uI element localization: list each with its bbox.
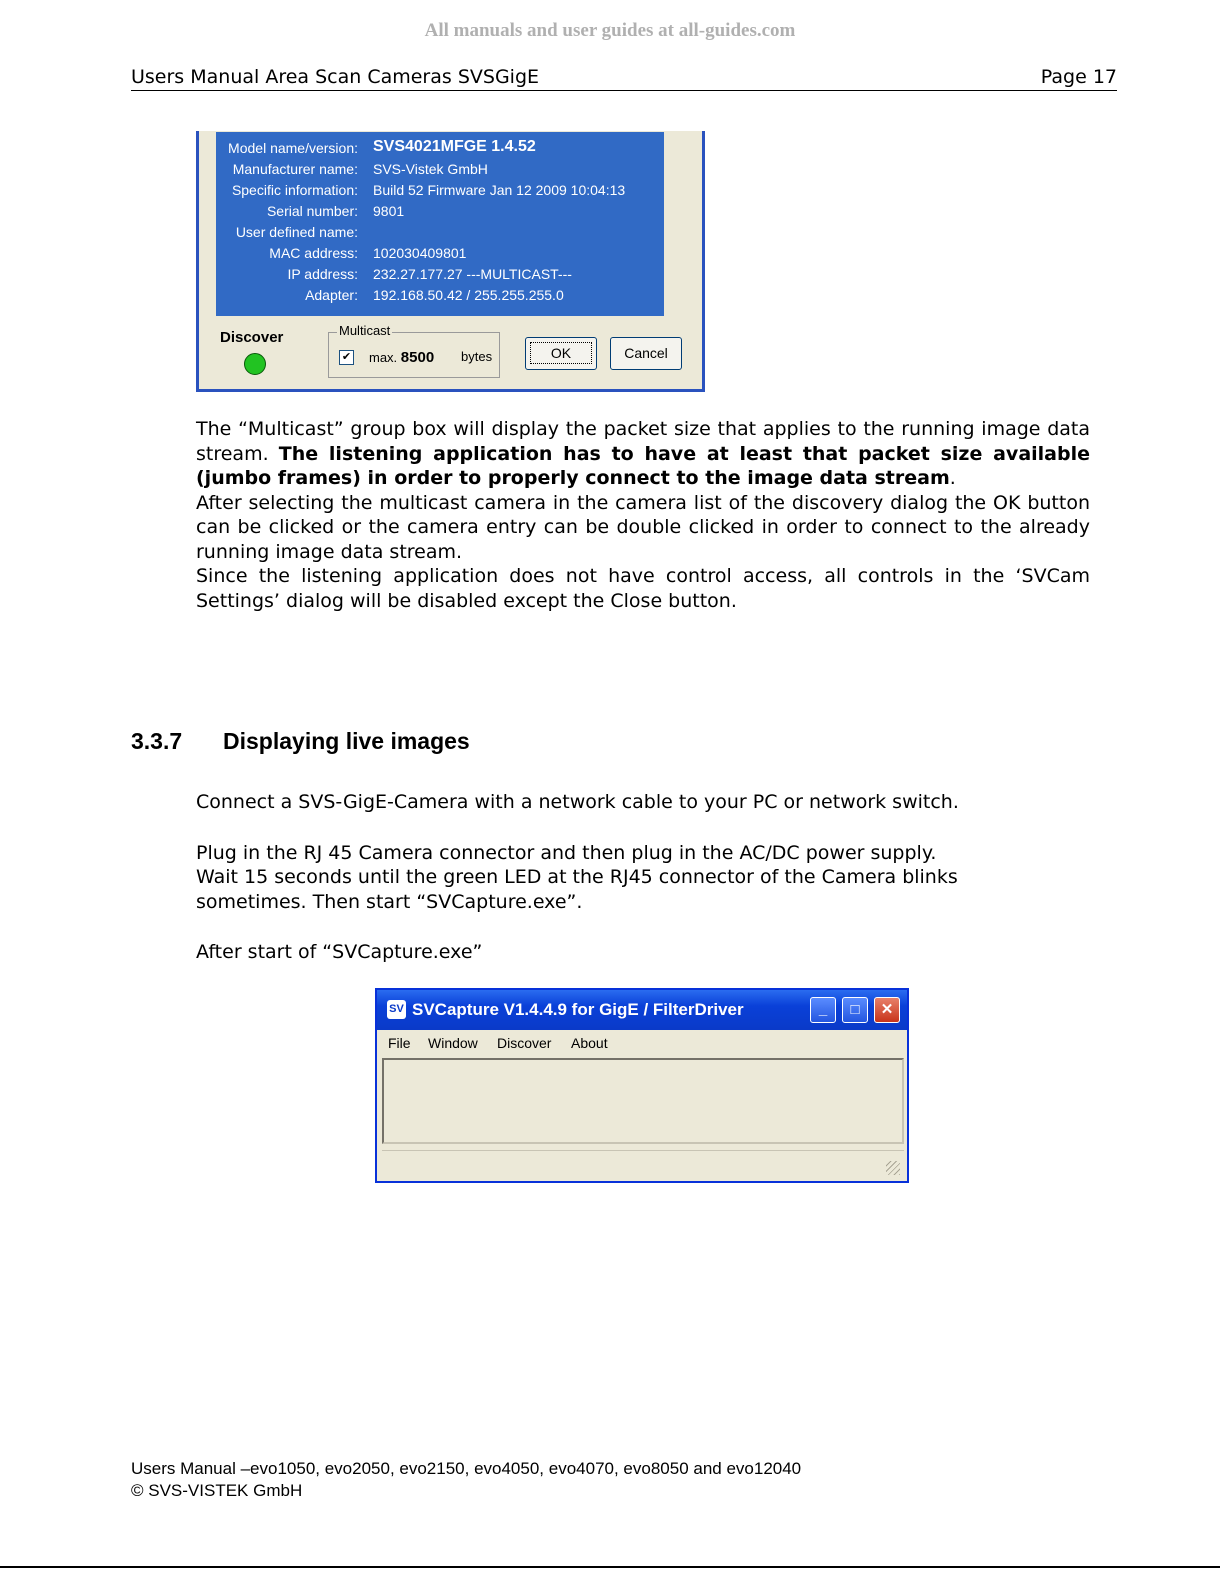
discover-label: Discover: [220, 329, 284, 346]
paragraph-multicast: [196, 417, 1090, 613]
multicast-group-title: Multicast: [339, 323, 391, 338]
info-value: 192.168.50.42 / 255.255.255.0: [373, 287, 564, 303]
info-value: 102030409801: [373, 245, 467, 261]
info-value: 232.27.177.27 ---MULTICAST---: [373, 266, 572, 282]
max-packet-size: [369, 349, 434, 366]
resize-grip-icon[interactable]: [886, 1161, 900, 1175]
bytes-label: bytes: [461, 349, 493, 364]
info-label: Model name/version:: [228, 140, 358, 156]
info-label: Manufacturer name:: [232, 161, 358, 177]
info-row-serial: [216, 203, 664, 224]
info-label: Adapter:: [305, 287, 358, 303]
text-connect: Connect a SVS-GigE-Camera with a network cable to your PC or network switch.: [196, 791, 959, 813]
info-label: MAC address:: [269, 245, 358, 261]
info-row-manufacturer: [216, 161, 664, 182]
info-value: SVS-Vistek GmbH: [373, 161, 488, 177]
footer-line-2: © SVS-VISTEK GmbH: [131, 1481, 303, 1500]
paragraph-since-listening: Since the listening application does not have control access, all controls in the ‘SVCam Settings’ dialog will be disabled except the Close button.: [196, 565, 1090, 612]
ok-button[interactable]: [525, 337, 597, 370]
close-button[interactable]: ✕: [874, 997, 900, 1023]
cancel-button-label: Cancel: [624, 345, 668, 361]
page-number: Page 17: [1040, 66, 1117, 88]
info-label: IP address:: [287, 266, 358, 282]
info-value: 9801: [373, 203, 405, 219]
info-row-user-name: [216, 224, 664, 245]
text-plug: Plug in the RJ 45 Camera connector and then plug in the AC/DC power supply.: [196, 842, 937, 864]
multicast-group: [328, 323, 500, 378]
menu-window[interactable]: Window: [428, 1035, 478, 1051]
max-value: 8500: [400, 349, 435, 366]
info-label: Specific information:: [231, 182, 358, 198]
app-icon: SV: [387, 1000, 406, 1019]
info-row-adapter: [216, 287, 664, 308]
watermark: All manuals and user guides at all-guides.com: [424, 20, 796, 41]
menu-file[interactable]: File: [388, 1035, 411, 1051]
menu-about[interactable]: About: [571, 1035, 608, 1051]
info-row-model: [216, 140, 664, 161]
info-row-mac: [216, 245, 664, 266]
menu-bar: [377, 1030, 907, 1056]
para1-bold: The listening application has to have at least that packet size available (jumbo frames) in order to properly connect to the image data stream: [196, 442, 1090, 489]
info-row-ip: [216, 266, 664, 287]
info-value: SVS4021MFGE 1.4.52: [373, 138, 536, 155]
section-title: Displaying live images: [223, 728, 470, 754]
ok-button-label: OK: [530, 342, 592, 364]
page-header: [131, 66, 1117, 91]
minimize-button[interactable]: _: [810, 997, 836, 1023]
window-title: SVCapture V1.4.4.9 for GigE / FilterDriver: [412, 1000, 744, 1019]
para1-plain: The “Multicast” group box will display the packet size that applies to the running image data stream.: [196, 418, 1090, 465]
multicast-checkbox[interactable]: ✔: [339, 350, 354, 365]
client-area: [382, 1058, 904, 1144]
info-label: User defined name:: [235, 224, 358, 240]
menu-discover[interactable]: Discover: [497, 1035, 552, 1051]
cancel-button[interactable]: [610, 337, 682, 370]
max-prefix: max.: [369, 350, 398, 365]
text-sometimes: sometimes. Then start “SVCapture.exe”.: [196, 891, 583, 913]
text-after-start: After start of “SVCapture.exe”: [196, 941, 483, 963]
info-value: Build 52 Firmware Jan 12 2009 10:04:13: [373, 182, 626, 198]
paragraph-after-selecting: After selecting the multicast camera in the camera list of the discovery dialog the OK button can be clicked or the camera entry can be double clicked in order to connect to the already running image data stream.: [196, 491, 1090, 563]
bottom-rule: [0, 1566, 1220, 1568]
camera-info-panel: [216, 132, 664, 316]
footer-line-1: Users Manual –evo1050, evo2050, evo2150, evo4050, evo4070, evo8050 and evo12040: [131, 1459, 802, 1478]
info-row-specific: [216, 182, 664, 203]
discover-dialog: [196, 131, 705, 392]
discover-led-icon: [244, 353, 266, 375]
window-titlebar[interactable]: [377, 990, 907, 1030]
section-number: 3.3.7: [131, 728, 183, 754]
para1-end: .: [949, 467, 956, 489]
info-label: Serial number:: [266, 203, 358, 219]
status-bar: [382, 1150, 904, 1179]
text-wait: Wait 15 seconds until the green LED at the RJ45 connector of the Camera blinks: [196, 866, 958, 888]
header-title: Users Manual Area Scan Cameras SVSGigE: [131, 66, 540, 88]
maximize-button[interactable]: □: [842, 997, 868, 1023]
svcapture-window: [375, 988, 909, 1183]
